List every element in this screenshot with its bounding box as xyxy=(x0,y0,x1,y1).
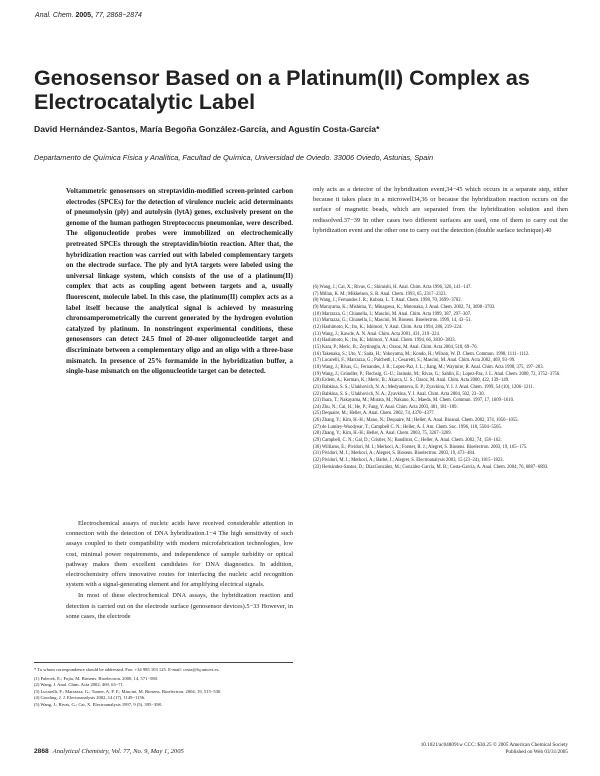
article-title: Genosensor Based on a Platinum(II) Complex as Electrocatalytic Label xyxy=(34,66,530,114)
reference-item: (28) Zhang, Y.; Kim, H.-H.; Heller, A. Anal. Chem. 2003, 75, 3267−3269. xyxy=(313,431,452,437)
reference-item: (8) Wang, J.; Fernandes J. R.; Kubota, L. T. Anal. Chem. 1998, 70, 3699−3702. xyxy=(313,298,462,304)
reference-item: (21) Babkina, S. S.; Ulakhovich, N. A.; Medyantseva, E. P.; Zyavkina, Y. I. J. Anal. Chem. 1999, 54 (10), 1206−1211. xyxy=(313,384,535,390)
reference-item: (26) Zhang, Y.; Kim, H.-H.; Mano, N.; Dequaire, M.; Heller, A. Anal. Bioanal. Chem. 2002, 374, 1050−1055. xyxy=(313,418,519,424)
reference-item: (27) de Lumley-Woodyear, T.; Campbell C. N.; Heller, A. J. Am. Chem. Soc. 1996, 118, 5504−5505. xyxy=(313,424,503,430)
reference-item: (12) Hashimoto, K.; Ito, K.; Ishimori, Y. Anal. Chim. Acta 1994, 286, 219−224. xyxy=(313,324,463,330)
page-footer-right xyxy=(421,742,568,756)
reference-item: (22) Babkina, S. S.; Ulakhovich, N. A.; Zyavkina, Y. I. Anal. Chim. Acta 2004, 502, 23−30. xyxy=(313,391,485,397)
abstract: Voltammetric genosensors on streptavidin-modified screen-printed carbon electrodes (SPCEs) for the detection of virulence nucleic acid determinants of pneumolysin (ply) and autolysin (lytA) genes, exclusively present on the genome of the human pathogen Streptococcus pneumoniae, were described. The oligonucleotide probes were immobilized on electrochemically pretreated SPCEs through the streptavidin/biotin reaction. After that, the hybridization reaction was carried out with labeled complementary targets on the electrode surface. The ply and lytA targets were labeled using the universal linkage system, which consists of the use of a platinum(II) complex that acts as coupling agent between targets and a, usually fluorescent, molecule label. In this case, the platinum(II) complex acts as a label itself because the analytical signal is achieved by measuring chronoamperometrically the current generated by the hydrogen evolution catalyzed by platinum. In nonstringent experimental conditions, these genosensors can detect 24.5 fmol of 20-mer oligonucleotide target and discriminate between a complementary oligo and an oligo with a three-base mismatch. In presence of 25% formamide in the hybridization buffer, a single-base mismatch on the oligonucleotide target can be detected. xyxy=(66,187,293,376)
correspondence-note: * To whom correspondence should be addressed. Fax: +34 985 103 125. E-mail: costa@fq.uniovi.es. xyxy=(34,667,220,672)
page-number: 2868 xyxy=(34,748,49,755)
reference-item: (11) Marrazza, G.; Chianella, I.; Mascini, M. Biosens. Bioelectron. 1999, 14, 43−51. xyxy=(313,318,472,324)
doi-line: 10.1021/ac048091w CCC: $30.25 © 2005 American Chemical Society xyxy=(420,742,568,748)
reference-item: (10) Marrazza, G.; Chianella, I.; Mascini, M. Anal. Chim. Acta 1999, 387, 297−307. xyxy=(313,311,472,317)
footnote-reference-list xyxy=(34,676,293,709)
reference-item: (24) Zhu, N.; Cai, H.; He, P.; Fang, Y. Anal. Chim. Acta 2003, 481, 181−189. xyxy=(313,404,458,410)
journal-year: 2005, xyxy=(75,12,94,19)
reference-item: (33) Hernández-Santos, D.; DíazGonzález, M.; González-García, M. B.; Costa-García, A. Anal. Chem. 2004, 76, 6887−6893. xyxy=(313,464,549,470)
reference-item: (18) Wang, J.; Rivas, G.; Fernandes, J. R.; Lopez-Paz, J. L.; Jiang, M.; Waymire, R. Anal. Chim. Acta 1998, 375, 197−203. xyxy=(313,364,544,370)
reference-item: (17) Lucarelli, F.; Marrazza, G.; Palchetti, I.; Cesaretti, S.; Mascini, M. Anal. Chim. Acta 2002, 469, 93−99. xyxy=(313,358,516,364)
reference-list xyxy=(313,285,568,471)
reference-item: (20) Erdem, A.; Kerman, K.; Meric, B.; Akarca, U. S.; Ozsoz, M. Anal. Chim. Acta 2000, 422, 139−149. xyxy=(313,378,510,384)
author-list: David Hernández-Santos, María Begoña González-García, and Agustín Costa-García* xyxy=(34,124,380,134)
journal-reference xyxy=(35,12,142,19)
reference-item: (31) Pividori, M. I.; Merkoci, A.; Alegret, S. Biosens. Bioelectron. 2003, 19, 473−484. xyxy=(313,451,476,457)
reference-item: (19) Wang, J.; Gründler, P.; Flechsig, G.-U.; Jasinski, M.; Rivas, G.; Sahlin, E.; Lopez-Paz, J. L. Anal. Chem. 2000, 72, 3752−3756. xyxy=(313,371,561,377)
intro-paragraph-2: In most of these electrochemical DNA assays, the hybridization reaction and detection is carried out on the electrode surface (genosensor devices).5−33 However, in some cases, the electrode xyxy=(66,592,293,620)
intro-paragraph-continued: only acts as a detector of the hybridization event,34−45 which occurs in a separate step, either because it takes place in a microwell34,36 or because the hybridization reaction occurs on the surface of magnetic beads, which are separated from the hybridization solution and then redissolved.37−39 In other cases two different surfaces are used, one of them to carry out the hybridization event and the other one to carry out the detection (double surface technique).40 xyxy=(313,186,568,234)
reference-item: (5) Wang, J.; Rivas, G.; Cai, X. Electroanalysis 1997, 9 (5), 395−398. xyxy=(34,701,162,707)
reference-item: (29) Campbell, C. N.; Gal, D.; Cristler, N.; Banditrat, C.; Heller, A. Anal. Chem. 2002, 74, 158−162. xyxy=(313,438,502,444)
reference-item: (30) Williams, E.; Pividori, M. I.; Merkoci, A.; Forster, R. J.; Alegret, S. Biosens. Bioelectron. 2003, 19, 165−175. xyxy=(313,444,528,450)
reference-item: (9) Maruyama, K.; Mishima, Y.; Minagawa, K.; Motonaka, J. Anal. Chem. 2002, 74, 3698−3703. xyxy=(313,304,496,310)
reference-item: (23) Ihara, T.; Nakayama, M.; Murata, M.; Nakano, K.; Maeda, M. Chem. Commun. 1997, 17, 1609−1610. xyxy=(313,398,515,404)
reference-item: (3) Lucarelli, F.; Marrazza, G.; Turner, A. P. F.; Mascini, M. Biosens. Bioelectron. 2004, 19, 515−530. xyxy=(34,688,222,694)
reference-item: (16) Takenaka, S.; Uto, Y.; Saita, H.; Yokoyama, M.; Kondo, H.; Wilson, W. D. Chem. Commun. 1998, 1111−1112. xyxy=(313,351,530,357)
reference-item: (15) Kara, P.; Meric, B.; Zeytinoglu, A.; Ozsoz, M. Anal. Chim. Acta 2004, 518, 69−76. xyxy=(313,344,478,350)
reference-item: (4) Gooding, J. J. Electroanalysis 2002, 14 (17), 1149−1156. xyxy=(34,695,146,701)
reference-item: (25) Dequaire, M.; Heller, A. Anal. Chem. 2002, 74, 4370−4377. xyxy=(313,411,435,417)
reference-item: (14) Hashimoto, K.; Ito, K.; Ishimori, Y. Anal. Chem. 1994, 66, 3830−3833. xyxy=(313,338,456,344)
reference-item: (13) Wang, J.; Kawde, A. N. Anal. Chim. Acta 2001, 431, 219−224. xyxy=(313,331,441,337)
footnotes xyxy=(34,662,293,709)
reference-item: (32) Pividori, M. I.; Merkoci, A.; Barbé, J.; Alegret, S. Electroanalysis 2003, 15 (23−24), 1815−1823. xyxy=(313,458,504,464)
published-line: Published on Web 03/31/2005 xyxy=(505,749,568,755)
reference-item: (7) Millan, K. M.; Mikkelsen, S. R. Anal. Chem. 1993, 65, 2317−2323. xyxy=(313,291,447,297)
introduction-left-column xyxy=(66,519,293,622)
journal-volume-pages: 77, 2868−2874 xyxy=(94,12,142,19)
reference-item: (6) Wang, J.; Cai, X.; Rivas, G.; Shiraishi, H. Anal. Chim. Acta 1996, 326, 141−147. xyxy=(313,285,472,290)
affiliation: Departamento de Química Física y Analítica, Facultad de Química, Universidad de Oviedo. 33006 Oviedo, Asturias, Spain xyxy=(34,153,434,162)
journal-name: Anal. Chem. xyxy=(35,12,74,19)
page-footer-left xyxy=(34,748,184,755)
journal-issue-line: Analytical Chemistry, Vol. 77, No. 9, May 1, 2005 xyxy=(52,748,184,755)
reference-item: (1) Palecek, E.; Fojta, M. Biosens. Bioelectron. 2000, 14, 571−580. xyxy=(34,675,159,681)
intro-paragraph-1: Electrochemical assays of nucleic acids have received considerable attention in connection with the detection of DNA hybridization.1−4 The high sensitivity of such assays coupled to their compatibility with modern microfabrication technologies, low cost, minimal power requirements, and independence of sample turbidity or optical pathway makes them excellent candidates for DNA diagnostics. In addition, electrochemistry offers innovative routes for interfacing the nucleic acid recognition system with a signal-generating element and for amplifying electrical signals. xyxy=(66,520,293,589)
reference-item: (2) Wang, J. Anal. Chim. Acta 2002, 469, 63−71. xyxy=(34,682,125,688)
